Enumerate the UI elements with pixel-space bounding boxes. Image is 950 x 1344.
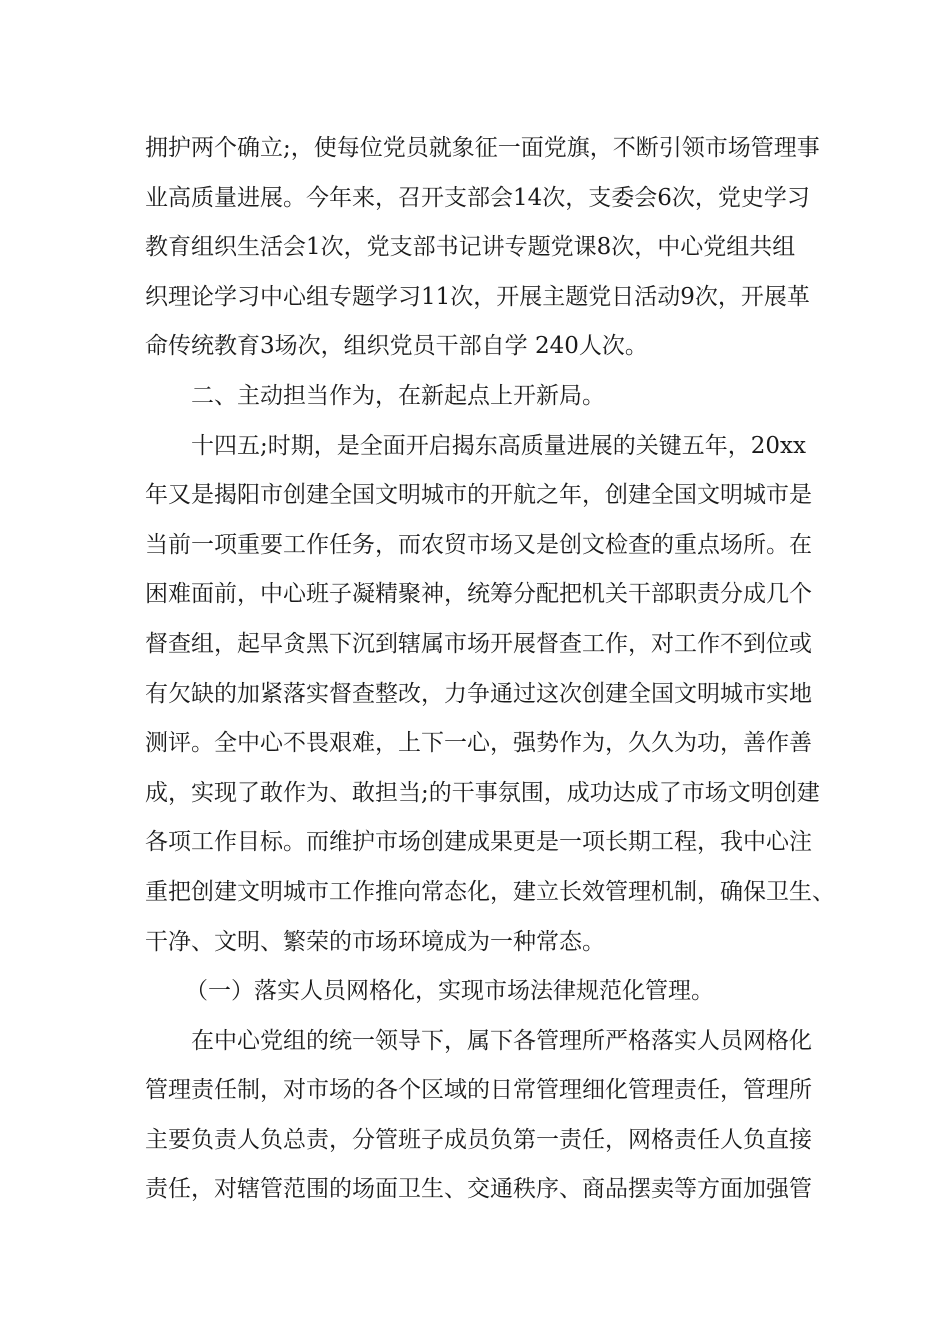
text-line: （一）落实人员网格化，实现市场法律规范化管理。 [185, 978, 714, 1005]
text-line: 成，实现了敢作为、敢担当;的干事氛围，成功达成了市场文明创建 [145, 779, 820, 806]
text-line: 十四五;时期，是全面开启揭东高质量进展的关键五年，20xx [191, 432, 806, 459]
text-line: 测评。全中心不畏艰难，上下一心，强势作为，久久为功，善作善 [145, 730, 812, 757]
text-line: 重把创建文明城市工作推向常态化，建立长效管理机制，确保卫生、 [145, 878, 835, 905]
text-line: 管理责任制，对市场的各个区域的日常管理细化管理责任，管理所 [145, 1077, 812, 1104]
subsection-heading-one [145, 967, 825, 1017]
text-line: 各项工作目标。而维护市场创建成果更是一项长期工程，我中心注 [145, 829, 812, 856]
paragraph-grid-management [145, 1017, 825, 1215]
text-line: 命传统教育3场次，组织党员干部自学 240人次。 [145, 333, 648, 360]
text-line: 责任，对辖管范围的场面卫生、交通秩序、商品摆卖等方面加强管 [145, 1176, 812, 1203]
text-line: 干净、文明、繁荣的市场环境成为一种常态。 [145, 928, 605, 955]
paragraph-party-building-stats [145, 124, 825, 372]
text-line: 困难面前，中心班子凝精聚神，统筹分配把机关干部职责分成几个 [145, 581, 812, 608]
text-line: 业高质量进展。今年来，召开支部会14次，支委会6次，党史学习 [145, 184, 810, 211]
text-line: 在中心党组的统一领导下，属下各管理所严格落实人员网格化 [191, 1027, 812, 1054]
text-line: 当前一项重要工作任务，而农贸市场又是创文检查的重点场所。在 [145, 531, 812, 558]
section-heading-two [145, 372, 825, 422]
text-line: 教育组织生活会1次，党支部书记讲专题党课8次，中心党组共组 [145, 234, 796, 261]
text-line: 织理论学习中心组专题学习11次，开展主题党日活动9次，开展革 [145, 283, 810, 310]
text-line: 二、主动担当作为，在新起点上开新局。 [191, 382, 605, 409]
paragraph-civilized-city [145, 422, 835, 968]
text-line: 拥护两个确立;，使每位党员就象征一面党旗，不断引领市场管理事 [145, 135, 820, 161]
text-line: 有欠缺的加紧落实督查整改，力争通过这次创建全国文明城市实地 [145, 680, 812, 707]
text-line: 主要负责人负总责，分管班子成员负第一责任，网格责任人负直接 [145, 1126, 812, 1153]
document-page [145, 124, 835, 1215]
text-line: 年又是揭阳市创建全国文明城市的开航之年，创建全国文明城市是 [145, 482, 812, 509]
text-line: 督查组，起早贪黑下沉到辖属市场开展督查工作，对工作不到位或 [145, 630, 812, 657]
